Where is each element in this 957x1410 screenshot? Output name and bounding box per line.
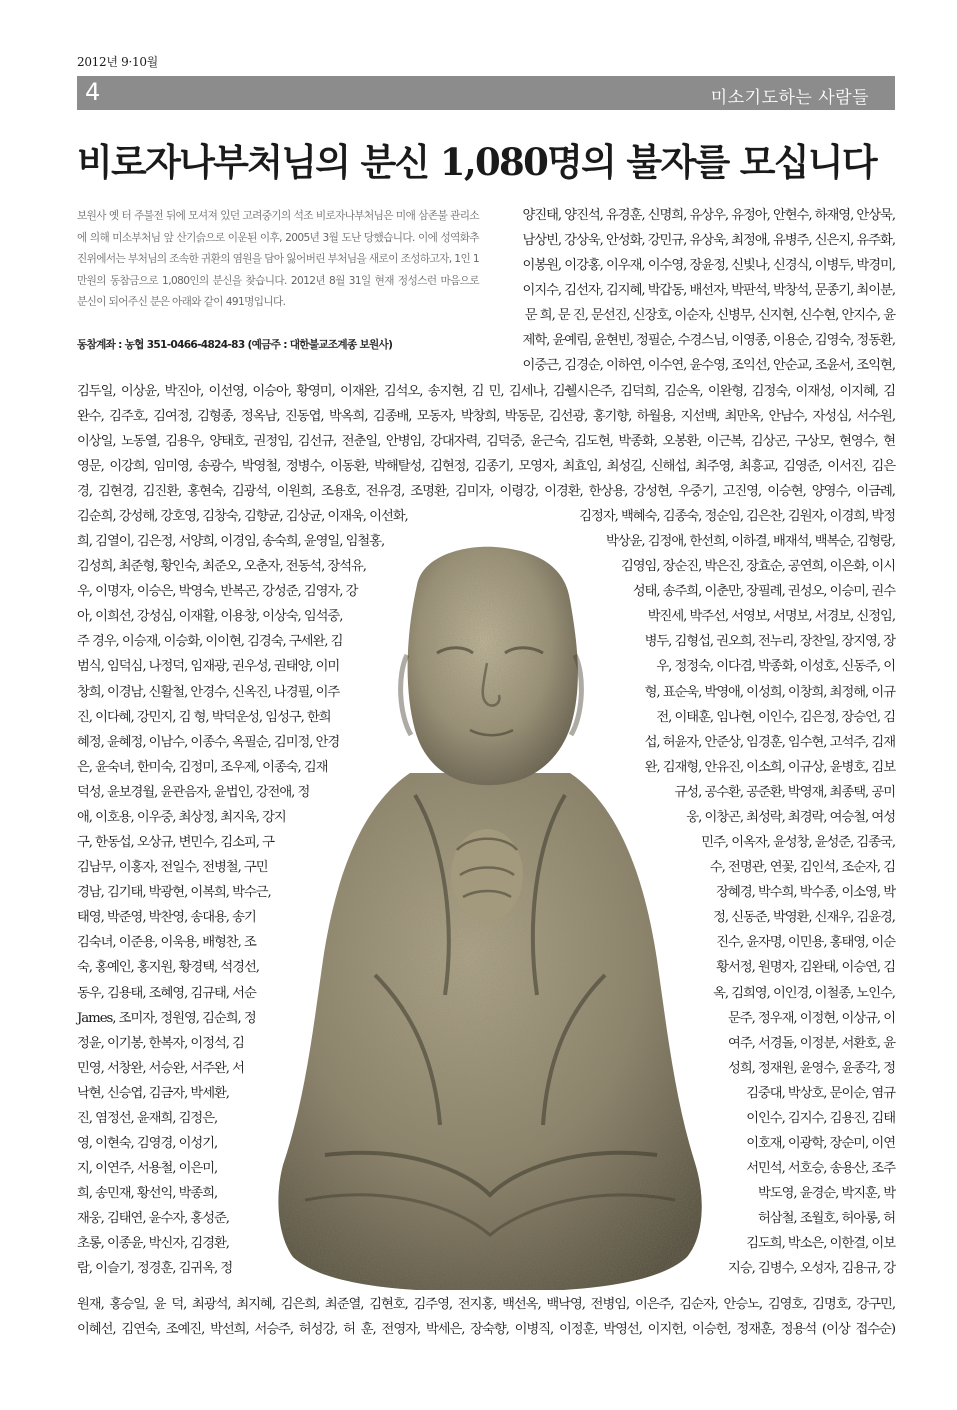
name-line-left: 은, 윤숙녀, 한미숙, 김정미, 조우제, 이종숙, 김재 bbox=[77, 759, 328, 775]
name-line-right: 웅, 이창곤, 최성락, 최경락, 여승철, 여성 bbox=[686, 809, 895, 825]
name-line-right: 이호재, 이광학, 장순미, 이연 bbox=[746, 1136, 895, 1151]
name-line-right: 민주, 이옥자, 윤성창, 윤성준, 김종국, bbox=[701, 835, 895, 851]
name-line-right: 박진세, 박주선, 서영보, 서명보, 서경보, 신정임, bbox=[647, 609, 895, 625]
name-line-left: 숙, 홍예인, 홍지원, 황경택, 석경선, bbox=[77, 960, 259, 976]
name-line-top: 남상빈, 강상욱, 안성화, 강민규, 유상욱, 최정애, 유병주, 신은지, 유주화, bbox=[522, 233, 895, 249]
name-line-right: 정, 신동준, 박영환, 신재우, 김윤경, bbox=[713, 910, 895, 926]
name-line-left: 혜정, 윤혜정, 이남수, 이종수, 옥필순, 김미정, 안경 bbox=[77, 734, 340, 750]
name-line-left: 재웅, 김태연, 윤수자, 홍성준, bbox=[77, 1211, 229, 1227]
name-line-left: 정윤, 이기봉, 한복자, 이정석, 김 bbox=[77, 1035, 244, 1051]
name-line-top: 문 희, 문 진, 문선진, 신장호, 이순자, 신병무, 신지현, 신수현, 안지수, 윤 bbox=[524, 308, 895, 324]
name-line-full: 원재, 홍승일, 윤 덕, 최광석, 최지혜, 김은희, 최준열, 김현호, 김주영, 전지홍, 백선옥, 백낙영, 전병임, 이은주, 김순자, 안승노, 김영호, 김명호, 강구민, bbox=[77, 1297, 895, 1312]
name-line-left: 범식, 임덕심, 나정덕, 임재광, 권우성, 권태양, 이미 bbox=[77, 659, 340, 675]
name-line-left: 덕성, 윤보경월, 윤관음자, 윤법인, 강전애, 정 bbox=[77, 784, 310, 800]
name-line-left: 구, 한동섭, 오상규, 변민수, 김소피, 구 bbox=[77, 835, 274, 851]
name-line-right: 형, 표순욱, 박영애, 이성희, 이창희, 최정해, 이규 bbox=[644, 684, 895, 700]
name-line-right: 우, 정정숙, 이다겸, 박종화, 이성호, 신동주, 이 bbox=[656, 659, 895, 675]
name-line-left: 낙현, 신승엽, 김금자, 박세환, bbox=[77, 1085, 229, 1101]
name-line-left: 김숙녀, 이준용, 이욱용, 배형찬, 조 bbox=[77, 935, 256, 951]
name-line-left: 아, 이희선, 강성심, 이재활, 이용창, 이상숙, 임석중, bbox=[77, 609, 343, 625]
name-line-full: 이상일, 노동열, 김용우, 양태호, 권정임, 김선규, 전춘일, 안병임, 강대자력, 김덕중, 윤근숙, 김도현, 박종화, 오봉환, 이근복, 김상곤, 구상모, 현영수, 현 bbox=[77, 434, 895, 450]
name-line-right: 문주, 정우재, 이정현, 이상규, 이 bbox=[728, 1010, 895, 1026]
name-line-right: 병두, 김형섭, 권오희, 전누리, 장찬일, 장지영, 장 bbox=[644, 634, 895, 650]
name-line-left: 초롱, 이종윤, 박신자, 김경환, bbox=[77, 1236, 229, 1252]
name-line-right: 수, 전명관, 연꽃, 김인석, 조순자, 김 bbox=[709, 860, 895, 876]
name-line-left: 주 경우, 이승재, 이승화, 이이현, 김경숙, 구세완, 김 bbox=[77, 634, 343, 650]
name-line-right: 성태, 송주희, 이춘만, 장필례, 권성오, 이승미, 권수 bbox=[632, 584, 895, 600]
name-line-right: 지승, 김병수, 오성자, 김용규, 강 bbox=[728, 1261, 895, 1277]
name-line-right: 황서정, 원명자, 김완태, 이승연, 김 bbox=[716, 960, 895, 976]
name-line-left: 희, 김열이, 김은정, 서양희, 이경임, 송숙희, 윤영일, 임철홍, bbox=[77, 534, 385, 550]
name-line-left: 람, 이슬기, 정경훈, 김귀옥, 정 bbox=[77, 1261, 233, 1277]
name-line-left: 진, 염정선, 윤재희, 김정은, bbox=[77, 1110, 218, 1126]
name-line-right: 완, 김재형, 안유진, 이소희, 이규상, 윤병호, 김보 bbox=[644, 759, 895, 775]
name-line-left: 김남무, 이홍자, 전일수, 전병철, 구민 bbox=[77, 860, 268, 876]
name-line-left: 우, 이명자, 이승은, 박영숙, 반복곤, 강성준, 김영자, 강 bbox=[77, 584, 358, 600]
name-line-right: 김중대, 박상호, 문이순, 염규 bbox=[746, 1085, 895, 1101]
name-line-full: 경, 김현경, 김진환, 홍현숙, 김광석, 이원희, 조용호, 전유경, 조명환, 김미자, 이령강, 이경환, 한상용, 강성현, 우중기, 고진영, 이승현, 양영수, 이금례, bbox=[77, 484, 895, 500]
name-line-left: 영, 이현숙, 김영경, 이성기, bbox=[77, 1136, 218, 1151]
name-line-right: 김도희, 박소은, 이한결, 이보 bbox=[746, 1236, 895, 1252]
name-line-full: 이혜선, 김연숙, 조예진, 박선희, 서승주, 허성강, 허 훈, 전영자, 박세은, 장숙향, 이병직, 이정훈, 박영선, 이지헌, 이승헌, 정재훈, 정용석 (이상 접수순) bbox=[77, 1322, 895, 1338]
name-line-top: 양진태, 양진석, 유경훈, 신명희, 유상우, 유정아, 안현수, 하재영, 안상묵, bbox=[522, 208, 895, 223]
name-line-left: 애, 이호용, 이우중, 최상정, 최지욱, 강지 bbox=[77, 809, 286, 825]
name-line-right: 김영임, 장순진, 박은진, 장효순, 공연희, 이은화, 이시 bbox=[620, 559, 895, 575]
name-line-full: 완수, 김주호, 김여정, 김형종, 정옥남, 진동엽, 박옥희, 김종배, 모동자, 박창희, 박동문, 김선광, 홍기향, 하월용, 지선백, 최만옥, 안남수, 자성심, 서수원, bbox=[77, 409, 895, 425]
name-line-right: 진수, 윤자명, 이민용, 홍태영, 이순 bbox=[716, 935, 895, 951]
article-intro: 보원사 옛 터 주불전 뒤에 모셔져 있던 고려중기의 석조 비로자나부처님은 미애 삼존불 관리소에 의해 미소부처님 앞 산기슭으로 이운된 이후, 2005년 3월 도난 당했습니다. 이에 성역화추진위에서는 부처님의 조속한 귀환의 염원을 담아 잃어버린 부처님을 새로이 조성하고자, 1인 1만원의 동참금으로 1,080인의 분신을 찾습니다. 2012년 8월 31일 현재 정성스런 마음으로 분신이 되어주신 분은 아래와 같이 491명입니다. bbox=[77, 210, 479, 309]
name-line-right: 서민석, 서호승, 송용산, 조주 bbox=[746, 1161, 895, 1177]
name-line-right: 이인수, 김지수, 김용진, 김태 bbox=[746, 1110, 895, 1126]
name-line-left: 희, 송민재, 황선익, 박종희, bbox=[77, 1186, 218, 1202]
issue-date: 2012년 9·10월 bbox=[77, 55, 158, 69]
section-title: 미소기도하는 사람들 bbox=[710, 88, 869, 108]
name-line-right: 장혜경, 박수희, 박수종, 이소영, 박 bbox=[716, 885, 895, 901]
name-line-top: 제학, 윤예림, 윤현빈, 정필순, 수경스님, 이영종, 이용순, 김영숙, 정동환, bbox=[522, 333, 895, 349]
name-line-right: 규성, 공수환, 공준환, 박영재, 최종택, 공미 bbox=[674, 784, 895, 800]
name-line-top: 이봉원, 이강홍, 이우재, 이수영, 장윤정, 신빛나, 신경식, 이병두, 박경미, bbox=[522, 258, 895, 274]
name-line-right: 박도영, 윤경순, 박지훈, 박 bbox=[757, 1186, 895, 1202]
name-line-left: 김성희, 최준형, 황인숙, 최준오, 오춘자, 전동석, 장석유, bbox=[77, 559, 366, 575]
name-line-right: 김정자, 백혜숙, 김종숙, 정순임, 김은찬, 김원자, 이경희, 박정 bbox=[579, 509, 895, 524]
name-line-left: 태영, 박준영, 박찬영, 송대용, 송기 bbox=[77, 910, 256, 926]
name-line-right: 여주, 서경돌, 이정분, 서환호, 윤 bbox=[728, 1035, 895, 1051]
name-line-left: James, 조미자, 정원영, 김순희, 정 bbox=[77, 1010, 256, 1026]
name-line-right: 전, 이태훈, 임나현, 이인수, 김은정, 장승언, 김 bbox=[656, 709, 895, 725]
name-line-left: 민영, 서창완, 서승완, 서주완, 서 bbox=[77, 1060, 244, 1076]
name-line-top: 이지수, 김선자, 김지혜, 박갑동, 배선자, 박판석, 박창석, 문종기, 최이분, bbox=[522, 283, 895, 299]
name-line-right: 허삼철, 조월호, 허아롱, 허 bbox=[757, 1211, 895, 1227]
name-line-full: 김두일, 이상윤, 박진아, 이선영, 이승아, 황영미, 이재완, 김석오, 송지현, 김 민, 김세나, 김췔시은주, 김덕희, 김순옥, 이완형, 김정숙, 이재성, 이지혜, 김 bbox=[77, 384, 895, 399]
name-line-right: 성희, 정재원, 윤영수, 윤종각, 정 bbox=[728, 1060, 895, 1076]
name-line-left: 창희, 이경남, 신활철, 안경수, 신옥진, 나경필, 이주 bbox=[77, 684, 340, 700]
name-line-right: 옥, 김희영, 이인경, 이철종, 노인수, bbox=[713, 985, 895, 1001]
page-number: 4 bbox=[85, 78, 101, 106]
article-title: 비로자나부처님의 분신 1,080명의 불자를 모십니다 bbox=[77, 140, 876, 184]
name-line-left: 김순희, 강성해, 강호영, 김창숙, 김향균, 김상균, 이재욱, 이선화, bbox=[77, 509, 408, 524]
name-line-right: 박상윤, 김정애, 한선희, 이하결, 배재석, 백복순, 김형랑, bbox=[606, 534, 895, 550]
donation-account: 동참계좌 : 농협 351-0466-4824-83 (예금주 : 대한불교조계종 보원사) bbox=[77, 339, 393, 351]
name-line-left: 지, 이연주, 서용철, 이은미, bbox=[77, 1161, 218, 1177]
name-line-left: 경남, 김기태, 박광현, 이복희, 박수근, bbox=[77, 885, 271, 901]
name-line-right: 섭, 허윤자, 안준상, 임경훈, 임수현, 고석주, 김재 bbox=[644, 734, 895, 750]
section-banner bbox=[77, 76, 895, 110]
name-line-left: 동우, 김용태, 조혜영, 김규태, 서순 bbox=[77, 985, 256, 1001]
name-line-full: 영문, 이강희, 임미영, 송광수, 박영철, 정병수, 이동환, 박해탈성, 김현정, 김종기, 모영자, 최효임, 최성길, 신해섭, 최주영, 최흥교, 김영준, 이서진, 김은 bbox=[77, 459, 895, 475]
name-line-left: 진, 이다혜, 강민지, 김 형, 박덕운성, 임성구, 한희 bbox=[77, 709, 331, 725]
name-line-top: 이중근, 김경순, 이하연, 이수연, 윤수영, 조익선, 안순교, 조윤서, 조익현, bbox=[522, 358, 895, 374]
